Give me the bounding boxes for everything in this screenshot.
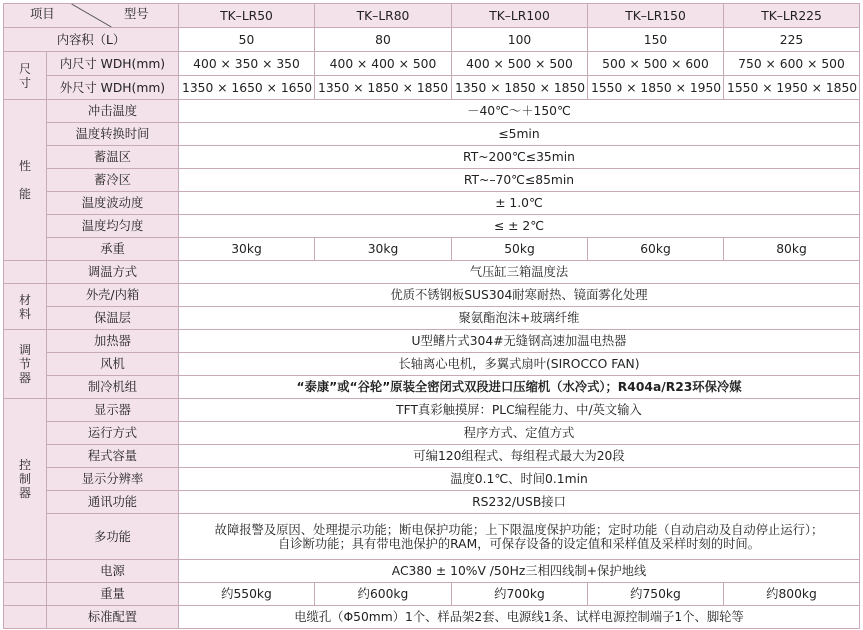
corner-label-item: 项目 xyxy=(30,7,55,21)
power-value: AC380 ± 10%V /50Hz三相四线制+保护地线 xyxy=(179,560,860,583)
empty-group-cell xyxy=(4,560,47,583)
regulator-group-char: 器 xyxy=(18,371,31,385)
regulator-row xyxy=(4,376,860,399)
fan-value: 长轴离心电机，多翼式扇叶(SIROCCO FAN) xyxy=(179,353,860,376)
performance-row xyxy=(4,123,860,146)
communication-label: 通讯功能 xyxy=(47,491,179,514)
inner-size-value: 400 × 350 × 350 xyxy=(179,52,315,76)
performance-group-char: 性 xyxy=(18,159,31,173)
weight-value: 约750kg xyxy=(588,583,724,606)
header-row xyxy=(4,4,860,28)
outer-size-value: 1350 × 1850 × 1850 xyxy=(315,76,452,100)
performance-group-char: 能 xyxy=(18,187,31,201)
weight-row xyxy=(4,583,860,606)
controller-row xyxy=(4,468,860,491)
volume-value: 50 xyxy=(179,28,315,52)
weight-label: 重量 xyxy=(47,583,179,606)
temp-uniformity-value: ≤ ± 2℃ xyxy=(179,215,860,238)
performance-row xyxy=(4,100,860,123)
model-header-4: TK–LR150 xyxy=(588,4,724,28)
size-group-char: 寸 xyxy=(18,75,31,90)
performance-row xyxy=(4,192,860,215)
empty-group-cell xyxy=(4,606,47,629)
controller-group-char: 制 xyxy=(18,472,31,486)
controller-row xyxy=(4,399,860,422)
multi-function-row xyxy=(4,514,860,560)
header-corner-cell xyxy=(4,4,179,28)
cold-storage-value: RT~–70℃≤85min xyxy=(179,169,860,192)
power-label: 电源 xyxy=(47,560,179,583)
resolution-value: 温度0.1℃、时间0.1min xyxy=(179,468,860,491)
size-group-char: 尺 xyxy=(18,61,31,76)
inner-size-value: 500 × 500 × 600 xyxy=(588,52,724,76)
transfer-time-value: ≤5min xyxy=(179,123,860,146)
insulation-label: 保温层 xyxy=(47,307,179,330)
material-group-label xyxy=(4,284,47,330)
controller-row xyxy=(4,422,860,445)
run-mode-label: 运行方式 xyxy=(47,422,179,445)
inner-size-value: 750 × 600 × 500 xyxy=(724,52,860,76)
heater-value: U型鳍片式304#无缝钢高速加温电热器 xyxy=(179,330,860,353)
load-value: 50kg xyxy=(452,238,588,261)
size-group-label xyxy=(4,52,47,100)
inner-size-value: 400 × 500 × 500 xyxy=(452,52,588,76)
temp-uniformity-label: 温度均匀度 xyxy=(47,215,179,238)
controller-row xyxy=(4,445,860,468)
empty-group-cell xyxy=(4,261,47,284)
regulator-group-char: 节 xyxy=(18,357,31,371)
volume-value: 100 xyxy=(452,28,588,52)
multi-function-line-1: 故障报警及原因、处理提示功能；断电保护功能；上下限温度保护功能；定时功能（自动启动及自动停止运行）； xyxy=(214,522,824,537)
program-capacity-value: 可编120组程式、每组程式最大为20段 xyxy=(179,445,860,468)
inner-size-row xyxy=(4,52,860,76)
volume-value: 225 xyxy=(724,28,860,52)
regulator-group-char: 调 xyxy=(18,343,31,357)
insulation-value: 聚氨酯泡沫+玻璃纤维 xyxy=(179,307,860,330)
standard-config-label: 标准配置 xyxy=(47,606,179,629)
power-row xyxy=(4,560,860,583)
volume-value: 80 xyxy=(315,28,452,52)
performance-row xyxy=(4,215,860,238)
model-header-2: TK–LR80 xyxy=(315,4,452,28)
temp-method-row xyxy=(4,261,860,284)
load-value: 30kg xyxy=(179,238,315,261)
performance-row xyxy=(4,169,860,192)
run-mode-value: 程序方式、定值方式 xyxy=(179,422,860,445)
fan-label: 风机 xyxy=(47,353,179,376)
regulator-row xyxy=(4,330,860,353)
program-capacity-label: 程式容量 xyxy=(47,445,179,468)
heat-storage-label: 蓄温区 xyxy=(47,146,179,169)
controller-row xyxy=(4,491,860,514)
heater-label: 加热器 xyxy=(47,330,179,353)
load-value: 80kg xyxy=(724,238,860,261)
material-group-char: 料 xyxy=(18,306,31,321)
temp-fluctuation-label: 温度波动度 xyxy=(47,192,179,215)
controller-group-char: 器 xyxy=(18,486,31,500)
regulator-group-label xyxy=(4,330,47,399)
weight-value: 约800kg xyxy=(724,583,860,606)
performance-row xyxy=(4,146,860,169)
weight-value: 约550kg xyxy=(179,583,315,606)
controller-group-char: 控 xyxy=(18,458,31,472)
controller-group-label xyxy=(4,399,47,560)
material-row xyxy=(4,284,860,307)
material-group-char: 材 xyxy=(18,292,31,307)
cold-storage-label: 蓄冷区 xyxy=(47,169,179,192)
inner-size-label: 内尺寸 WDH(mm) xyxy=(47,52,179,76)
weight-value: 约700kg xyxy=(452,583,588,606)
shell-value: 优质不锈钢板SUS304耐寒耐热、镜面雾化处理 xyxy=(179,284,860,307)
performance-group-label xyxy=(4,100,47,261)
shell-label: 外壳/内箱 xyxy=(47,284,179,307)
empty-group-cell xyxy=(4,583,47,606)
outer-size-value: 1350 × 1850 × 1850 xyxy=(452,76,588,100)
transfer-time-label: 温度转换时间 xyxy=(47,123,179,146)
volume-label: 内容积（L） xyxy=(4,28,179,52)
display-label: 显示器 xyxy=(47,399,179,422)
standard-config-row xyxy=(4,606,860,629)
impact-temp-label: 冲击温度 xyxy=(47,100,179,123)
temp-fluctuation-value: ± 1.0℃ xyxy=(179,192,860,215)
volume-value: 150 xyxy=(588,28,724,52)
model-header-3: TK–LR100 xyxy=(452,4,588,28)
multi-function-value xyxy=(179,514,860,560)
inner-size-value: 400 × 400 × 500 xyxy=(315,52,452,76)
refrigeration-value: “泰康”或“谷轮”原装全密闭式双段进口压缩机（水冷式）；R404a/R23环保冷媒 xyxy=(179,376,860,399)
outer-size-row xyxy=(4,76,860,100)
model-header-1: TK–LR50 xyxy=(179,4,315,28)
weight-value: 约600kg xyxy=(315,583,452,606)
load-label: 承重 xyxy=(47,238,179,261)
multi-function-label: 多功能 xyxy=(47,514,179,560)
refrigeration-label: 制冷机组 xyxy=(47,376,179,399)
standard-config-value: 电缆孔（Φ50mm）1个、样品架2套、电源线1条、试样电源控制端子1个、脚轮等 xyxy=(179,606,860,629)
load-row xyxy=(4,238,860,261)
multi-function-line-2: 自诊断功能；具有带电池保护的RAM，可保存设备的设定值和采样值及采样时刻的时间。 xyxy=(277,536,761,551)
display-value: TFT真彩触摸屏：PLC编程能力、中/英文输入 xyxy=(179,399,860,422)
corner-label-model: 型号 xyxy=(124,7,149,21)
heat-storage-value: RT~200℃≤35min xyxy=(179,146,860,169)
regulator-row xyxy=(4,353,860,376)
temp-method-label: 调温方式 xyxy=(47,261,179,284)
model-header-5: TK–LR225 xyxy=(724,4,860,28)
load-value: 60kg xyxy=(588,238,724,261)
temp-method-value: 气压缸三箱温度法 xyxy=(179,261,860,284)
load-value: 30kg xyxy=(315,238,452,261)
resolution-label: 显示分辨率 xyxy=(47,468,179,491)
outer-size-label: 外尺寸 WDH(mm) xyxy=(47,76,179,100)
material-row xyxy=(4,307,860,330)
volume-row xyxy=(4,28,860,52)
outer-size-value: 1550 × 1850 × 1950 xyxy=(588,76,724,100)
spec-table xyxy=(3,3,860,629)
outer-size-value: 1350 × 1650 × 1650 xyxy=(179,76,315,100)
communication-value: RS232/USB接口 xyxy=(179,491,860,514)
impact-temp-value: －40℃～＋150℃ xyxy=(179,100,860,123)
outer-size-value: 1550 × 1950 × 1850 xyxy=(724,76,860,100)
